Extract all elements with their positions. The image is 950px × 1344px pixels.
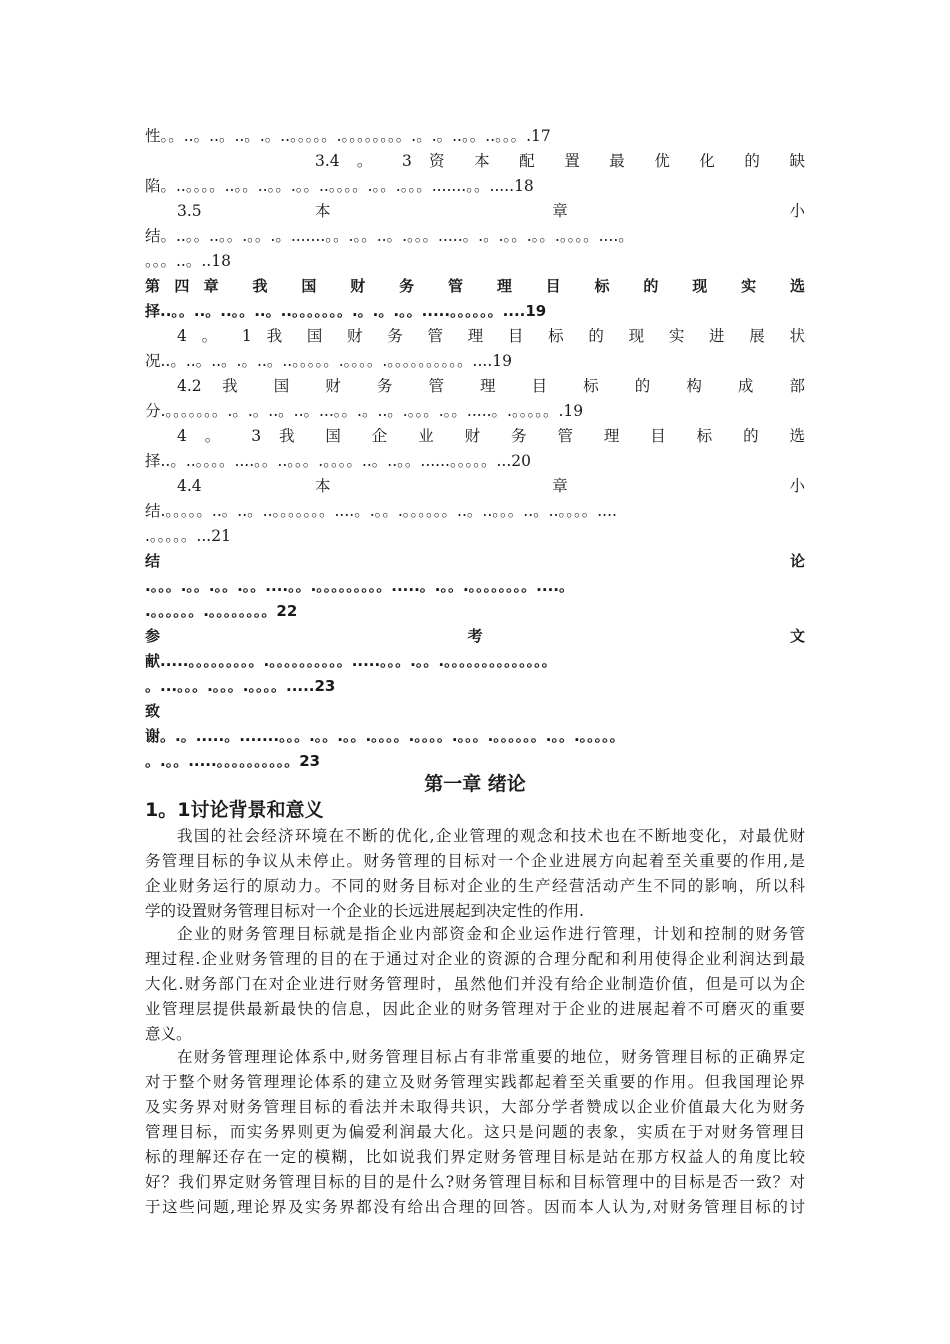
paragraph-line: 学的设置财务管理目标对一个企业的长远进展起到决定性的作用. (145, 902, 584, 920)
paragraph-line: 业管理层提供最新最快的信息，因此企业的财务管理对于企业的进展起着不可磨灭的重要 (145, 1000, 805, 1018)
toc-entry-4-3: 4 。 3 我 国 企 业 财 务 管 理 目 标 的 选 (177, 427, 805, 445)
toc-entry-3-5: 3.5 本 章 小 (177, 202, 805, 220)
toc-entry-references: 参 考 文 (145, 627, 805, 645)
paragraph-line: 企业的财务管理目标就是指企业内部资金和企业运作进行管理，计划和控制的财务管 (177, 925, 805, 943)
paragraph-line: 大化.财务部门在对企业进行财务管理时，虽然他们并没有给企业制造价值，但是可以为企 (145, 975, 805, 993)
toc-line: 陷。..。。。。..。。..。。.。。..。。。。.。。.。。。.......。。.....18 (145, 177, 534, 195)
paragraph-line: 好？我们界定财务管理目标的目的是什么?财务管理目标和目标管理中的目标是否一致？对 (145, 1173, 805, 1191)
chapter-title: 第一章 绪论 (424, 773, 526, 795)
paragraph-line: 我国的社会经济环境在不断的优化,企业管理的观念和技术也在不断地变化，对最优财 (177, 827, 805, 845)
paragraph-line: 及实务界对财务管理目标的看法并未取得共识，大部分学者赞成以企业价值最大化为财务 (145, 1098, 805, 1116)
paragraph-2 (145, 922, 805, 1047)
toc-entry-4-1: 4 。 1 我 国 财 务 管 理 目 标 的 现 实 进 展 状 (177, 327, 805, 345)
toc-line: 结。..。。..。。.。。.。.......。。.。。..。.。。。.....。.。.。。.。。.。。。。....。 (145, 227, 634, 245)
toc-line: 分.。。。。。。。.。.。..。..。...。。.。..。.。。。.。。.....。.。。。。。.19 (145, 402, 584, 420)
toc-line: 。。。..。..18 (145, 252, 231, 270)
toc-line: 性。。..。..。..。.。..。。。。。.。。。。。。。。.。.。..。。..。。。.17 (145, 127, 551, 145)
paragraph-line: 在财务管理理论体系中,财务管理目标占有非常重要的地位，财务管理目标的正确界定 (177, 1048, 805, 1066)
toc-line: 结.。。。。。..。..。..。。。。。。。....。.。。.。。。。。。..。..。。。..。..。。。。.... (145, 502, 617, 520)
toc-line: 谢。.。.....。.......。。。.。。.。。.。。。。.。。。。.。。。.。。。。。。.。。.。。。。。 (145, 727, 625, 745)
toc-entry-chapter-4: 第四章 我 国 财 务 管 理 目 标 的 现 实 选 (145, 277, 805, 295)
toc-entry-acknowledgements: 致 (145, 702, 161, 720)
toc-entry-conclusion: 结 论 (145, 552, 805, 570)
toc-entry-4-4: 4.4 本 章 小 (177, 477, 805, 495)
section-title: 1。1讨论背景和意义 (145, 799, 324, 821)
toc-line: .。。。.。。.。。.。。....。。.。。。。。。。。。.....。.。。.。。。。。。。。....。 (145, 577, 574, 595)
paragraph-line: 于这些问题,理论界及实务界都没有给出合理的回答。因而本人认为,对财务管理目标的讨 (145, 1198, 805, 1216)
paragraph-line: 企业财务运行的原动力。不同的财务目标对企业的生产经营活动产生不同的影响，所以科 (145, 877, 805, 895)
paragraph-line: 意义。 (145, 1025, 192, 1043)
paragraph-3 (145, 1045, 805, 1220)
toc-line: .。。。。。。.。。。。。。。。22 (145, 602, 298, 620)
paragraph-line: 标的理解还存在一定的模糊，比如说我们界定财务管理目标是站在那方权益人的角度比较 (145, 1148, 805, 1166)
toc-line: 况..。..。..。.。..。..。。。。。.。。。。.。。。。。。。。。。....19 (145, 352, 512, 370)
toc-line: .。。。。。...21 (145, 527, 231, 545)
toc-line: 。...。。。.。。。.。。。。.....23 (145, 677, 336, 695)
toc-line: 择..。..。。。。....。。..。。。.。。。。..。..。。......。。。。。...20 (145, 452, 531, 470)
paragraph-line: 理过程.企业财务管理的目的在于通过对企业的资源的合理分配和利用使得企业利润达到最 (145, 950, 805, 968)
toc-entry-4-2: 4.2 我 国 财 务 管 理 目 标 的 构 成 部 (177, 377, 805, 395)
paragraph-line: 务管理目标的争议从未停止。财务管理的目标对一个企业进展方向起着至关重要的作用,是 (145, 852, 805, 870)
toc-entry-3-4: 3.4 。 3 资 本 配 置 最 优 化 的 缺 (315, 152, 805, 170)
toc-line: 择..。。..。..。。..。..。。。。。。。.。.。.。。.....。。。。。。....19 (145, 302, 547, 320)
paragraph-1 (145, 824, 805, 924)
paragraph-line: 对于整个财务管理理论体系的建立及财务管理实践都起着至关重要的作用。但我国理论界 (145, 1073, 805, 1091)
toc-line: 。.。。.....。。。。。。。。。。23 (145, 752, 321, 770)
toc-line: 献.....。。。。。。。。。.。。。。。。。。。。.....。。。.。。.。。。。。。。。。。。。。。 (145, 652, 557, 670)
paragraph-line: 管理目标，而实务界则更为偏爱利润最大化。这只是问题的表象，实质在于对财务管理目 (145, 1123, 805, 1141)
